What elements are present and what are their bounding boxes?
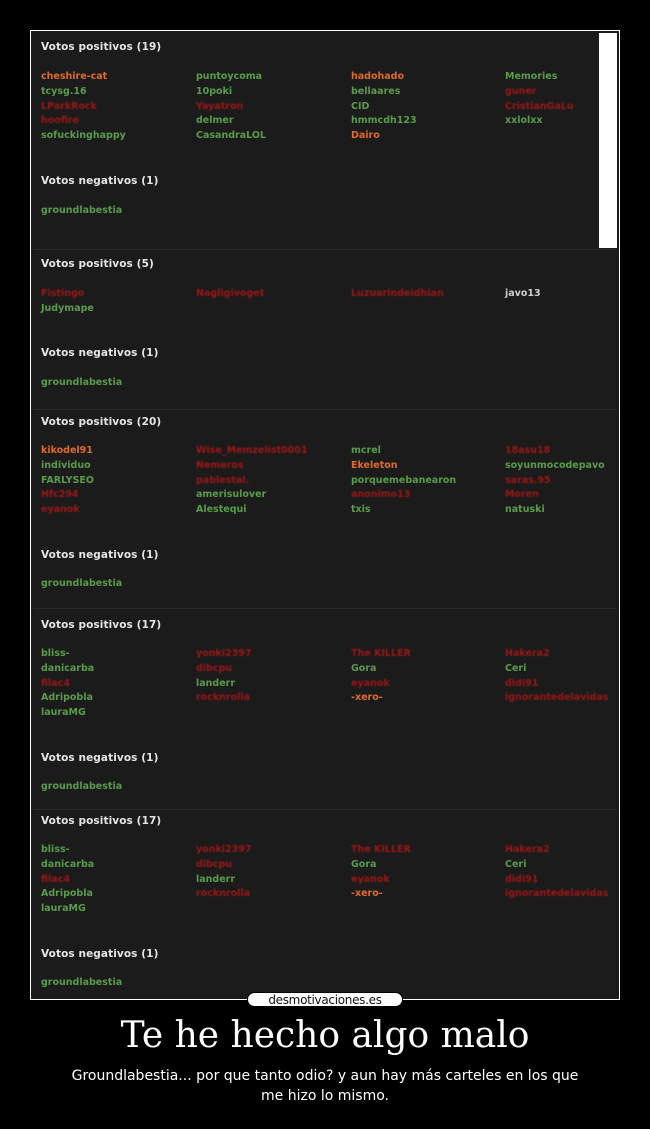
negative-votes-header: Votos negativos (1) [41,752,159,764]
voter-link[interactable]: filac4 [41,873,70,885]
voter-link[interactable]: yonki2397 [196,648,252,659]
voter-link[interactable]: Nemeros [196,459,244,471]
section-divider [33,608,617,609]
voter-link[interactable]: kikodel91 [41,445,93,456]
voter-link[interactable]: Fistingo [41,288,85,299]
voter-link[interactable]: javo13 [505,288,541,299]
voter-link[interactable]: bliss- [41,648,70,659]
voter-link[interactable]: danicarba [41,662,95,674]
voter-link[interactable]: porquemebanearon [351,474,457,486]
voter-link[interactable]: eyanok [351,873,390,885]
voter-link[interactable]: guner [505,85,537,97]
voter-link[interactable]: Hfc294 [41,489,79,501]
positive-votes-header: Votos positivos (19) [41,41,162,53]
voter-link[interactable]: lauraMG [41,903,86,915]
voter-link[interactable]: Wise_Memzelist0001 [196,445,308,456]
voter-link[interactable]: natuski [505,504,545,516]
voter-link[interactable]: hoofire [41,115,79,127]
voter-link[interactable]: landerr [196,677,236,689]
voter-link[interactable]: Ekeleton [351,459,398,471]
positive-votes-header: Votos positivos (17) [41,815,162,827]
voter-link[interactable]: LParkRock [41,100,97,112]
voter-link[interactable]: groundlabestia [41,578,123,589]
negative-votes-header: Votos negativos (1) [41,549,159,561]
poster-title: Te he hecho algo malo [120,1015,530,1056]
voter-link[interactable]: pablestal. [196,474,250,486]
voter-link[interactable]: Hakera2 [505,844,550,855]
voter-link[interactable]: Dairo [351,130,380,142]
voter-link[interactable]: eyanok [41,504,80,516]
section-divider [33,809,617,810]
voter-link[interactable]: dibcpu [196,662,233,674]
voter-link[interactable]: didi91 [505,873,539,885]
voter-link[interactable]: rocknrolla [196,692,251,704]
voter-link[interactable]: delmer [196,115,234,127]
negative-votes-header: Votos negativos (1) [41,347,159,359]
voter-link[interactable]: Alestequi [196,504,247,516]
voter-link[interactable]: filac4 [41,677,70,689]
voter-link[interactable]: Moren [505,489,539,501]
voter-link[interactable]: -xero- [351,888,383,900]
voter-link[interactable]: Luzuarindeidhian [351,288,444,299]
section-divider [33,409,617,410]
voter-link[interactable]: anonimo13 [351,489,411,501]
voter-link[interactable]: CristianGaLu [505,100,574,112]
voter-link[interactable]: -xero- [351,692,383,704]
negative-votes-header: Votos negativos (1) [41,948,159,960]
voter-link[interactable]: Hakera2 [505,648,550,659]
voter-link[interactable]: bliss- [41,844,70,855]
voter-link[interactable]: Yayatron [196,100,244,112]
votes-screenshot [33,33,617,997]
voter-link[interactable]: 18asu18 [505,445,551,456]
section-divider [33,249,617,250]
voter-link[interactable]: Adripobla [41,692,93,704]
voter-link[interactable]: xxlolxx [505,115,543,127]
voter-link[interactable]: Adripobla [41,888,93,900]
voter-link[interactable]: hmmcdh123 [351,115,417,127]
voter-link[interactable]: mcrel [351,445,381,456]
voter-link[interactable]: dibcpu [196,858,233,870]
voter-link[interactable]: groundlabestia [41,205,123,216]
voter-link[interactable]: groundlabestia [41,781,123,792]
poster-caption: Groundlabestia... por que tanto odio? y aun hay más carteles en los que me hizo lo mismo. [71,1068,579,1104]
voter-link[interactable]: CasandraLOL [196,130,266,142]
voter-link[interactable]: saras.95 [505,474,551,486]
voter-link[interactable]: soyunmocodepavo [505,459,605,471]
voter-link[interactable]: rocknrolla [196,888,251,900]
positive-votes-header: Votos positivos (20) [41,416,162,428]
voter-link[interactable]: lauraMG [41,707,86,719]
voter-link[interactable]: The KILLER [351,648,411,659]
poster-frame [30,30,620,1000]
voter-link[interactable]: FARLYSEO [41,474,94,486]
positive-votes-header: Votos positivos (5) [41,258,154,270]
voter-link[interactable]: The KILLER [351,844,411,855]
site-logo[interactable]: desmotivaciones.es [247,992,403,1007]
voter-link[interactable]: sofuckinghappy [41,130,126,142]
voter-link[interactable]: tcysg.16 [41,85,87,97]
voter-link[interactable]: puntoycoma [196,71,263,82]
voter-link[interactable]: CID [351,100,370,112]
voter-link[interactable]: Ceri [505,662,527,674]
voter-link[interactable]: bellaares [351,85,401,97]
voter-link[interactable]: txis [351,504,371,516]
voter-link[interactable]: Memories [505,71,558,82]
voter-link[interactable]: ignorantedelavidas [505,692,609,704]
voter-link[interactable]: ignorantedelavidas [505,888,609,900]
voter-link[interactable]: hadohado [351,71,405,82]
voter-link[interactable]: landerr [196,873,236,885]
voter-link[interactable]: Gora [351,858,377,870]
voter-link[interactable]: didi91 [505,677,539,689]
voter-link[interactable]: 10poki [196,85,233,97]
voter-link[interactable]: yonki2397 [196,844,252,855]
voter-link[interactable]: Nagligivoget [196,288,265,299]
voter-link[interactable]: individuo [41,459,91,471]
voter-link[interactable]: groundlabestia [41,377,123,388]
voter-link[interactable]: Gora [351,662,377,674]
voter-link[interactable]: eyanok [351,677,390,689]
voter-link[interactable]: amerisulover [196,489,267,501]
voter-link[interactable]: Judymape [41,302,94,314]
voter-link[interactable]: cheshire-cat [41,71,108,82]
voter-link[interactable]: Ceri [505,858,527,870]
scrollbar[interactable] [599,33,617,248]
positive-votes-header: Votos positivos (17) [41,619,162,631]
negative-votes-header: Votos negativos (1) [41,175,159,187]
voter-link[interactable]: groundlabestia [41,977,123,988]
voter-link[interactable]: danicarba [41,858,95,870]
